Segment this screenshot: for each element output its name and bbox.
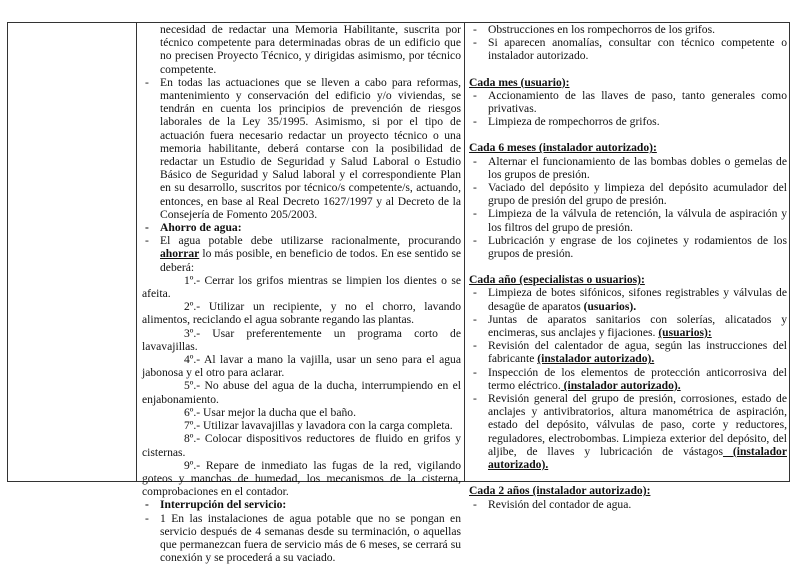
list-item: - Obstrucciones en los rompechorros de los grifos.: [473, 23, 715, 36]
list-item: - Accionamiento de las llaves de paso, tanto generales como privativas.: [473, 88, 787, 116]
monthly-heading: Cada mes (usuario):: [469, 75, 570, 89]
tip-6: 6º.- Usar mejor la ducha que el baño.: [184, 405, 356, 419]
list-item: - Vaciado del depósito y limpieza del depósito acumulador del grupo de presión del grupo de presión.: [473, 181, 787, 208]
list-item: - Inspección de los elementos de protección anticorrosiva del termo eléctrico. (instalador autorizado).: [473, 365, 787, 392]
memoria-habilitante-paragraph: necesidad de redactar una Memoria Habilitante, suscrita por técnico competente para determinadas obras de un edificio que no precisen Proyecto Técnico, y dirigidas asimismo, por técnico competente.: [160, 23, 461, 76]
list-item: - Revisión del contador de agua.: [473, 497, 632, 511]
six-months-heading: Cada 6 meses (instalador autorizado):: [469, 141, 657, 155]
list-item: - Limpieza de la válvula de retención, la válvula de aspiración y los filtros del grupo de presión.: [473, 207, 787, 234]
tip-1: 1º.- Cerrar los grifos mientras se limpien los dientes o se afeita.: [142, 273, 461, 301]
right-content-column: [465, 23, 791, 511]
water-saving-heading: - Ahorro de agua:: [145, 221, 242, 235]
list-item: - Revisión del calentador de agua, según las instrucciones del fabricante (instalador autorizado).: [473, 339, 787, 366]
interruption-item: - 1 En las instalaciones de agua potable que no se pongan en servicio después de 4 semanas desde su terminación, o aquellas que permanezcan fuera de servicio más de 6 meses, se cerrará su conexión y se procederá a su vaciado.: [145, 511, 461, 564]
reforms-item: - En todas las actuaciones que se lleven a cabo para reformas, mantenimiento y conservación del edificio y/o viviendas, se tendrán en cuenta los principios de prevención de riesgos laborales de la Ley 35/1995. Asimismo, si por el tipo de actuación fuera necesario redactar un proyecto técnico o una memoria habilitante, deberá contarse con la posibilidad de redactar un Estudio de Seguridad y Salud Laboral o Estudio Básico de Seguridad y Salud laboral y el correspondiente Plan en su desarrollo, suscritos por técnico/s competente/s, actuando, entonces, en base al Real Decreto 1627/1997 y al Decreto de la Consejería de Fomento 205/2003.: [145, 75, 461, 221]
tip-7: 7º.- Utilizar lavavajillas y lavadora con la carga completa.: [184, 419, 453, 433]
list-item: - Limpieza de botes sifónicos, sifones registrables y válvulas de desagüe de aparatos (usuarios).: [473, 286, 787, 313]
list-item: - Si aparecen anomalías, consultar con técnico competente o instalador autorizado.: [473, 36, 787, 63]
two-years-heading: Cada 2 años (instalador autorizado):: [469, 484, 651, 498]
maintenance-table: [7, 22, 790, 564]
left-content-column: [137, 23, 465, 564]
list-item: - Lubricación y engrase de los cojinetes y rodamientos de los grupos de presión.: [473, 233, 787, 261]
list-item: - Alternar el funcionamiento de las bombas dobles o gemelas de los grupos de presión.: [473, 154, 787, 181]
list-item: - Juntas de aparatos sanitarios con solerías, alicatados y encimeras, sus anclajes y fijaciones. (usuarios):: [473, 312, 787, 340]
tip-5: 5º.- No abuse del agua de la ducha, interrumpiendo en el enjabonamiento.: [142, 379, 461, 406]
list-item: - Revisión general del grupo de presión, corrosiones, estado de anclajes y antivibratorios, altura manométrica de aspiración, estado del depósito, válvulas de paso, corte y reductores, reguladores, electrobombas. Limpieza exterior del depósito, del aljibe, de llaves y lubricación de vástagos (instalador autorizado).: [473, 392, 787, 472]
tip-3: 3º.- Usar preferentemente un programa corto de lavavajillas.: [142, 326, 461, 353]
list-item: - Limpieza de rompechorros de grifos.: [473, 115, 660, 129]
tip-2: 2º.- Utilizar un recipiente, y no el chorro, lavando alimentos, reciclando el agua sobrante regando las plantas.: [142, 300, 461, 327]
yearly-heading: Cada año (especialistas o usuarios):: [469, 273, 645, 287]
tip-4: 4º.- Al lavar a mano la vajilla, usar un seno para el agua jabonosa y el otro para aclarar.: [142, 353, 461, 380]
tip-8: 8º.- Colocar dispositivos reductores de fluido en grifos y cisternas.: [142, 432, 461, 459]
water-saving-intro: - El agua potable debe utilizarse racionalmente, procurando ahorrar lo más posible, en beneficio de todos. En ese sentido se deberá:: [145, 234, 461, 274]
interruption-heading: - Interrupción del servicio:: [145, 498, 287, 512]
tip-9: 9º.- Repare de inmediato las fugas de la red, vigilando goteos y manchas de humedad, los mecanismos de la cisterna, comprobaciones en el contador.: [142, 458, 461, 499]
ahorrar-emphasis: ahorrar: [160, 247, 200, 261]
